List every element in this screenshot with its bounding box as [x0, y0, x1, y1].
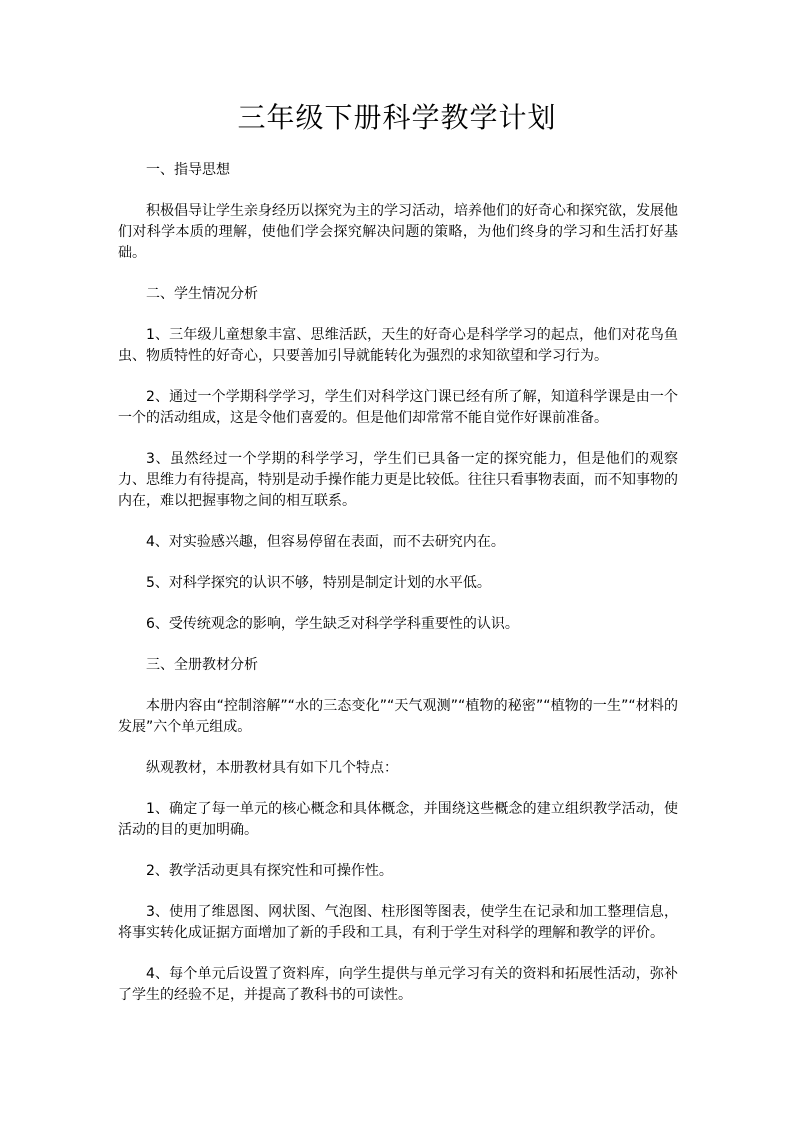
section-heading: 一、指导思想 — [146, 162, 230, 178]
paragraph: 2、通过一个学期科学学习，学生们对科学这门课已经有所了解，知道科学课是由一个一个的活动组成，这是令他们喜爱的。但是他们却常常不能自觉作好课前准备。 — [118, 389, 678, 426]
paragraph: 本册内容由“控制溶解”“水的三态变化”“天气观测”“植物的秘密”“植物的一生”“材料的发展”六个单元组成。 — [118, 698, 678, 735]
paragraph: 6、受传统观念的影响，学生缺乏对科学学科重要性的认识。 — [146, 616, 519, 632]
paragraph: 1、确定了每一单元的核心概念和具体概念，并围绕这些概念的建立组织教学活动，使活动的目的更加明确。 — [118, 801, 678, 838]
document-body — [118, 160, 678, 1026]
section-heading: 三、全册教材分析 — [146, 657, 258, 673]
paragraph: 5、对科学探究的认识不够，特别是制定计划的水平低。 — [146, 575, 491, 591]
paragraph: 纵观教材，本册教材具有如下几个特点： — [146, 760, 398, 776]
paragraph: 3、虽然经过一个学期的科学学习，学生们已具备一定的探究能力，但是他们的观察力、思维力有待提高，特别是动手操作能力更是比较低。往往只看事物表面，而不知事物的内在，难以把握事物之间的相互联系。 — [118, 451, 678, 509]
paragraph: 4、对实验感兴趣，但容易停留在表面，而不去研究内在。 — [146, 534, 505, 550]
paragraph: 4、每个单元后设置了资料库，向学生提供与单元学习有关的资料和拓展性活动，弥补了学生的经验不足，并提高了教科书的可读性。 — [118, 966, 678, 1003]
section-heading: 二、学生情况分析 — [146, 286, 258, 302]
paragraph: 1、三年级儿童想象丰富、思维活跃，天生的好奇心是科学学习的起点，他们对花鸟鱼虫、物质特性的好奇心，只要善加引导就能转化为强烈的求知欲望和学习行为。 — [118, 327, 678, 364]
paragraph: 3、使用了维恩图、网状图、气泡图、柱形图等图表，使学生在记录和加工整理信息，将事实转化成证据方面增加了新的手段和工具，有利于学生对科学的理解和教学的评价。 — [118, 904, 678, 941]
paragraph: 2、教学活动更具有探究性和可操作性。 — [146, 863, 393, 879]
paragraph: 积极倡导让学生亲身经历以探究为主的学习活动，培养他们的好奇心和探究欲，发展他们对科学本质的理解，使他们学会探究解决问题的策略，为他们终身的学习和生活打好基础。 — [118, 203, 678, 261]
document-title: 三年级下册科学教学计划 — [237, 101, 557, 134]
